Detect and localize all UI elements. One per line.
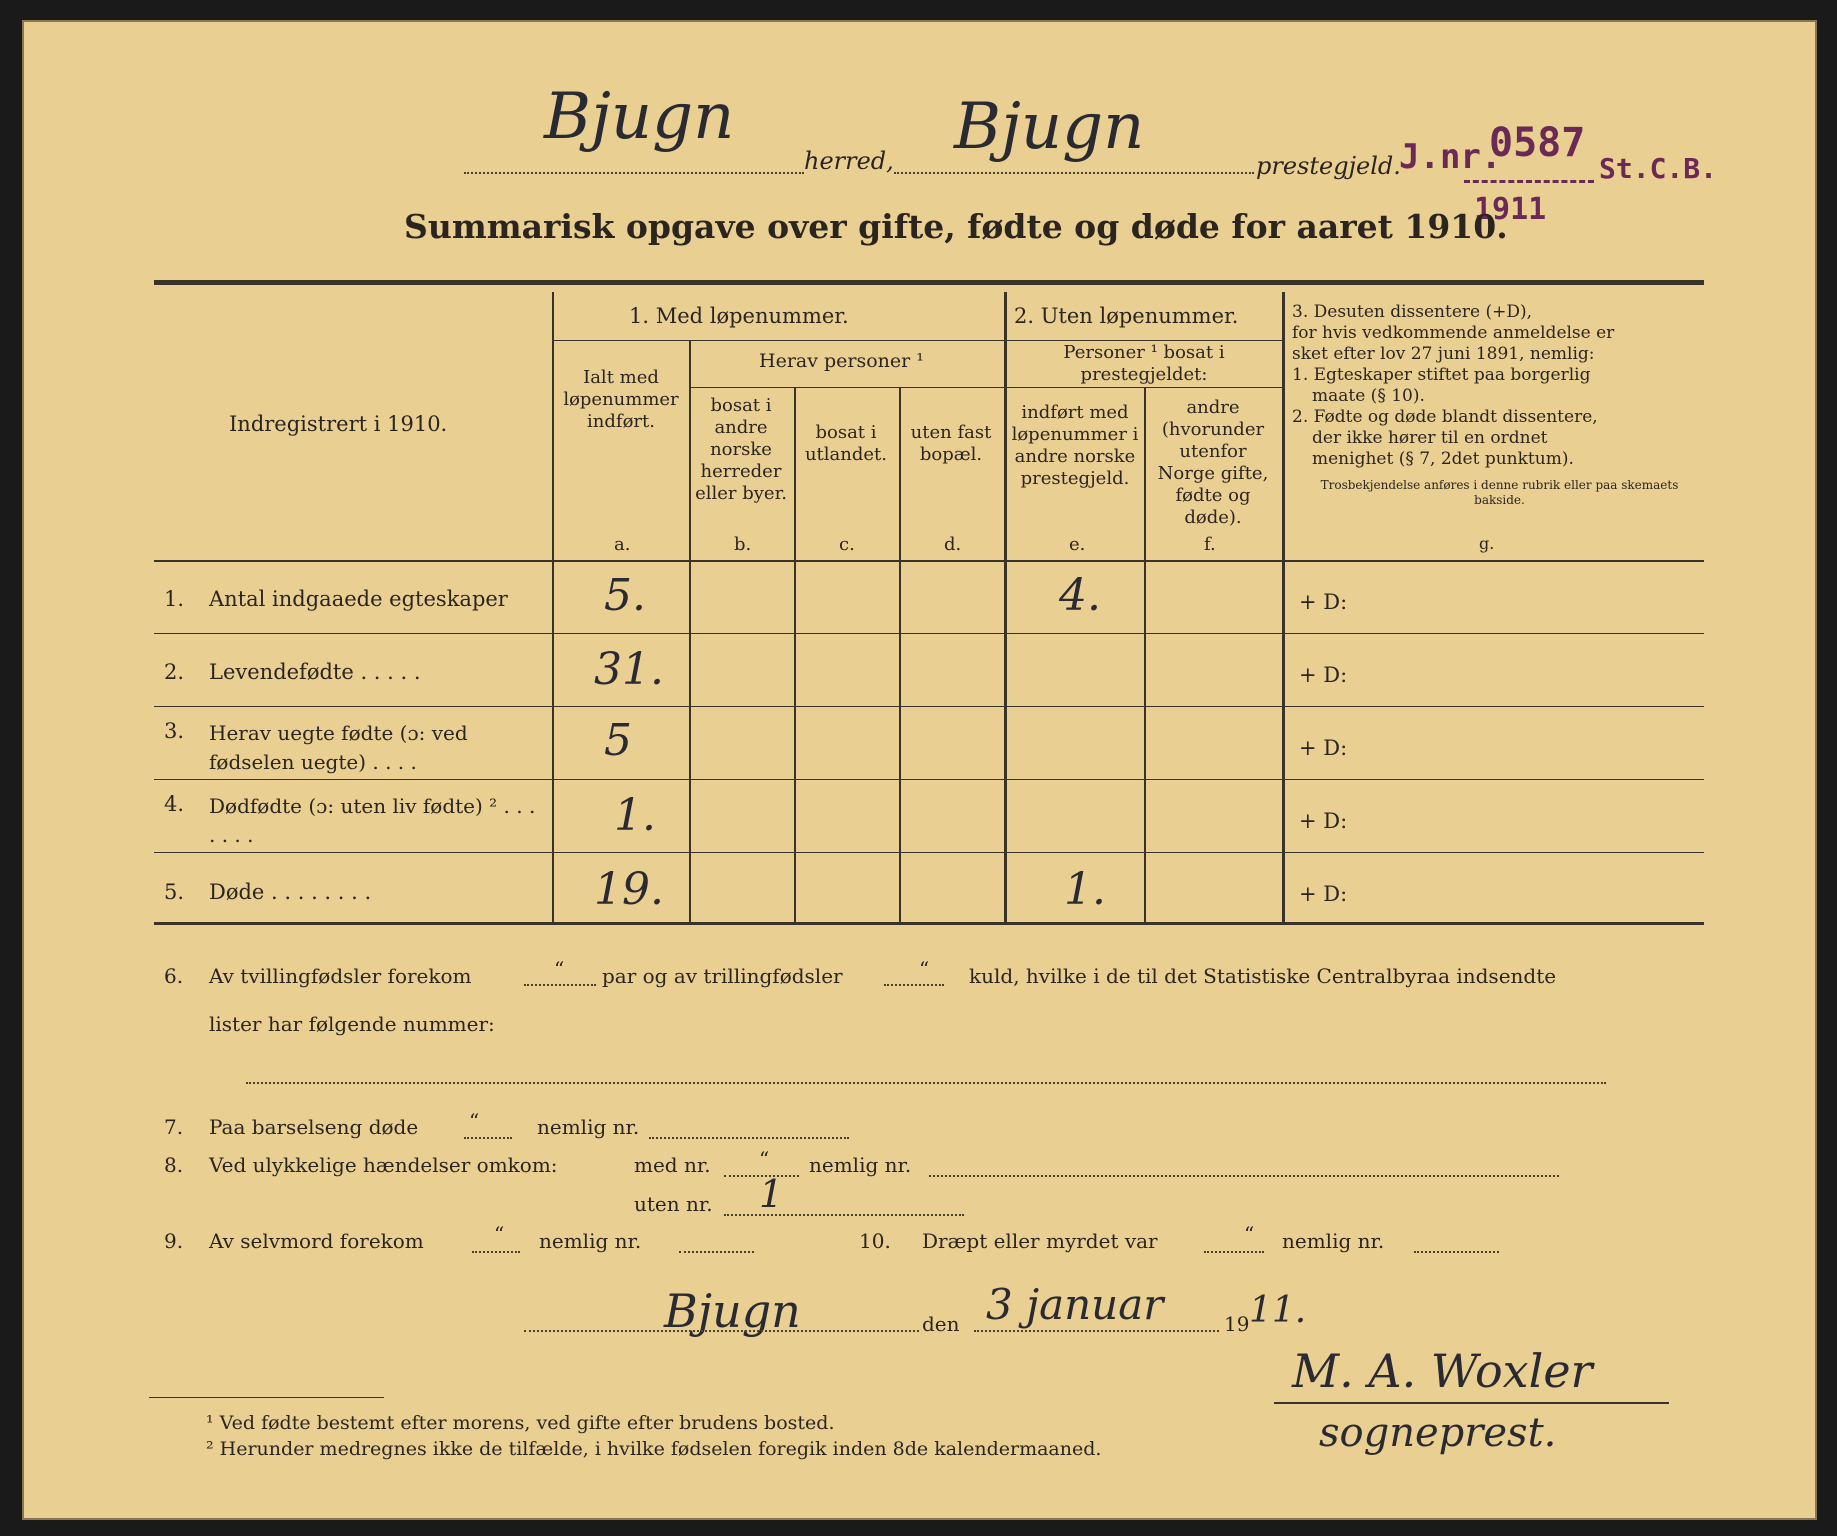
line8-text-d: uten nr. bbox=[634, 1192, 713, 1216]
group3-line: for hvis vedkommende anmeldelse er bbox=[1292, 323, 1615, 343]
row-number: 5. bbox=[164, 880, 185, 904]
date-handwritten: 3 januar bbox=[986, 1280, 1164, 1329]
row-separator bbox=[154, 706, 1704, 707]
year-prefix: 19 bbox=[1224, 1312, 1250, 1336]
row-label: Antal indgaaede egteskaper bbox=[209, 587, 508, 611]
group1-header: 1. Med løpenummer. bbox=[629, 304, 849, 328]
row-number: 2. bbox=[164, 660, 185, 684]
line7-value: “ bbox=[469, 1109, 480, 1133]
line10-value: “ bbox=[1244, 1222, 1255, 1246]
line6-value-twins: “ bbox=[554, 957, 565, 981]
col-divider-group3 bbox=[1282, 292, 1285, 922]
prestegjeld-label: prestegjeld. bbox=[1256, 152, 1401, 180]
col-letter-g: g. bbox=[1479, 534, 1495, 553]
col-letter-c: c. bbox=[839, 534, 855, 555]
line7-text-b: nemlig nr. bbox=[537, 1115, 640, 1139]
group3-line: 2. Fødte og døde blandt dissentere, bbox=[1292, 407, 1598, 427]
signature-line bbox=[1274, 1402, 1669, 1404]
col-a-header: Ialt med løpenummer indført. bbox=[563, 367, 679, 432]
line10-number: 10. bbox=[859, 1229, 891, 1253]
group3-line: 1. Egteskaper stiftet paa borgerlig bbox=[1292, 365, 1591, 385]
line6-text-b: par og av trillingfødsler bbox=[602, 964, 843, 988]
line10-text-b: nemlig nr. bbox=[1282, 1229, 1385, 1253]
herav-underline bbox=[689, 387, 1004, 388]
col-letter-f: f. bbox=[1204, 534, 1216, 555]
row-number: 3. bbox=[164, 719, 185, 743]
col-letter-a: a. bbox=[614, 534, 631, 555]
page-title: Summarisk opgave over gifte, fødte og døde for aaret 1910. bbox=[404, 207, 1508, 246]
row-dissenter: + D: bbox=[1299, 809, 1348, 833]
row-dissenter: + D: bbox=[1299, 663, 1348, 687]
signature-title: sogneprest. bbox=[1319, 1410, 1557, 1456]
line9-dots bbox=[472, 1251, 520, 1253]
row-value-e: 4. bbox=[1059, 570, 1101, 621]
footnote-rule bbox=[149, 1397, 384, 1398]
col-letter-b: b. bbox=[734, 534, 752, 555]
col-b-header: bosat i andre norske herreder eller byer. bbox=[695, 395, 787, 504]
place-dots bbox=[524, 1330, 919, 1332]
line10-dots bbox=[1204, 1251, 1264, 1253]
row-value-a: 1. bbox=[614, 790, 656, 841]
row-value-a: 5. bbox=[604, 570, 646, 621]
row-separator bbox=[154, 779, 1704, 780]
line7-text-a: Paa barselseng døde bbox=[209, 1115, 419, 1139]
group3-note: Trosbekjendelse anføres i denne rubrik eller paa skemaets bakside. bbox=[1320, 478, 1679, 507]
line6-text-c: kuld, hvilke i de til det Statistiske Centralbyraa indsendte bbox=[969, 964, 1557, 988]
stamp-suffix: St.C.B. bbox=[1599, 152, 1718, 185]
row-header-label: Indregistrert i 1910. bbox=[229, 412, 448, 436]
line6-dots-triplets bbox=[884, 984, 944, 986]
line8-text-c: nemlig nr. bbox=[809, 1153, 912, 1177]
group3-header-block bbox=[1292, 302, 1707, 508]
row-value-a: 31. bbox=[594, 644, 664, 695]
row-label: Herav uegte fødte (ɔ: ved fødselen uegte) . . . . bbox=[209, 721, 468, 774]
col-divider-e bbox=[1144, 387, 1146, 922]
row-number: 4. bbox=[164, 792, 185, 816]
prestegjeld-handwritten: Bjugn bbox=[954, 90, 1145, 164]
col-divider-b bbox=[689, 340, 691, 922]
place-handwritten: Bjugn bbox=[664, 1284, 801, 1338]
row-label: Levendefødte . . . . . bbox=[209, 660, 421, 684]
line9-text-a: Av selvmord forekom bbox=[209, 1229, 424, 1253]
year-handwritten: 11. bbox=[1249, 1290, 1307, 1331]
line8-value-uten: 1 bbox=[759, 1172, 784, 1216]
row-dissenter: + D: bbox=[1299, 736, 1348, 760]
herred-label: herred, bbox=[804, 147, 894, 175]
group2-header: 2. Uten løpenummer. bbox=[1014, 304, 1239, 328]
group1-subheader: Herav personer ¹ bbox=[759, 350, 924, 372]
header-bottom-rule bbox=[154, 560, 1704, 562]
row-number: 1. bbox=[164, 587, 185, 611]
date-den-label: den bbox=[922, 1312, 960, 1336]
personer-underline bbox=[1004, 387, 1282, 388]
col-letter-d: d. bbox=[944, 534, 962, 555]
group3-line: maate (§ 10). bbox=[1312, 386, 1425, 406]
line7-dots bbox=[464, 1137, 512, 1139]
group3-line: menighet (§ 7, 2det punktum). bbox=[1312, 449, 1574, 469]
row-value-a: 5 bbox=[604, 715, 632, 766]
col-f-header: andre (hvorunder utenfor Norge gifte, fødte og døde). bbox=[1157, 397, 1269, 528]
line10-dots-nr bbox=[1414, 1251, 1499, 1253]
line9-text-b: nemlig nr. bbox=[539, 1229, 642, 1253]
line7-dots-nr bbox=[649, 1137, 849, 1139]
line10-text-a: Dræpt eller myrdet var bbox=[922, 1229, 1158, 1253]
col-e-header: indført med løpenummer i andre norske prestegjeld. bbox=[1011, 402, 1139, 489]
col-c-header: bosat i utlandet. bbox=[804, 422, 888, 465]
row-dissenter: + D: bbox=[1299, 882, 1348, 906]
col-divider-c bbox=[794, 387, 796, 922]
line8-number: 8. bbox=[164, 1153, 184, 1177]
line7-number: 7. bbox=[164, 1115, 184, 1139]
stamp-number: 0587 bbox=[1489, 120, 1586, 166]
group3-line: der ikke hører til en ordnet bbox=[1312, 428, 1548, 448]
row-value-a: 19. bbox=[594, 864, 664, 915]
row-separator bbox=[154, 852, 1704, 853]
stamp-underline bbox=[1464, 180, 1594, 183]
document-sheet bbox=[22, 20, 1817, 1520]
row-label: Døde . . . . . . . . bbox=[209, 880, 372, 904]
table-top-rule bbox=[154, 280, 1704, 285]
footnote-1: ¹ Ved fødte bestemt efter morens, ved gifte efter brudens bosted. bbox=[206, 1412, 835, 1434]
line6-text-a: Av tvillingfødsler forekom bbox=[209, 964, 472, 988]
signature-name: M. A. Woxler bbox=[1292, 1344, 1593, 1398]
line8-dots-nr bbox=[929, 1175, 1559, 1177]
line9-value: “ bbox=[494, 1222, 505, 1246]
col-d-header: uten fast bopæl. bbox=[910, 422, 992, 465]
line6-text-d: lister har følgende nummer: bbox=[209, 1012, 495, 1036]
group3-line: sket efter lov 27 juni 1891, nemlig: bbox=[1292, 344, 1595, 364]
stamp-year: 1911 bbox=[1474, 192, 1547, 227]
row-separator bbox=[154, 633, 1704, 634]
stamp-prefix: J.nr. bbox=[1399, 137, 1502, 177]
row-value-e: 1. bbox=[1064, 864, 1106, 915]
date-dots bbox=[974, 1330, 1219, 1332]
line9-dots-nr bbox=[679, 1251, 754, 1253]
prestegjeld-dotted-line bbox=[894, 172, 1254, 174]
row-dissenter: + D: bbox=[1299, 590, 1348, 614]
row-label: Dødfødte (ɔ: uten liv fødte) ² . . . . . . . bbox=[209, 794, 536, 847]
line8-text-b: med nr. bbox=[634, 1153, 711, 1177]
group2-underline bbox=[1004, 340, 1282, 341]
herred-dotted-line bbox=[464, 172, 804, 174]
col-divider-a bbox=[552, 292, 554, 922]
line8-value-med: “ bbox=[759, 1147, 770, 1171]
herred-handwritten: Bjugn bbox=[544, 80, 735, 154]
line6-number: 6. bbox=[164, 964, 184, 988]
line8-dots-uten bbox=[724, 1214, 964, 1216]
table-bottom-rule bbox=[154, 922, 1704, 925]
footnote-2: ² Herunder medregnes ikke de tilfælde, i hvilke fødselen foregik inden 8de kalendermaaned. bbox=[206, 1438, 1102, 1460]
line6-dots-numbers bbox=[246, 1082, 1606, 1084]
line6-value-triplets: “ bbox=[919, 957, 930, 981]
line9-number: 9. bbox=[164, 1229, 184, 1253]
col-letter-e: e. bbox=[1069, 534, 1086, 555]
line8-text-a: Ved ulykkelige hændelser omkom: bbox=[209, 1153, 558, 1177]
line6-dots-twins bbox=[524, 984, 596, 986]
group2-subheader: Personer ¹ bosat i prestegjeldet: bbox=[1063, 342, 1225, 385]
col-divider-d bbox=[899, 387, 901, 922]
group1-underline bbox=[552, 340, 1004, 341]
group3-line: 3. Desuten dissentere (+D), bbox=[1292, 302, 1533, 322]
